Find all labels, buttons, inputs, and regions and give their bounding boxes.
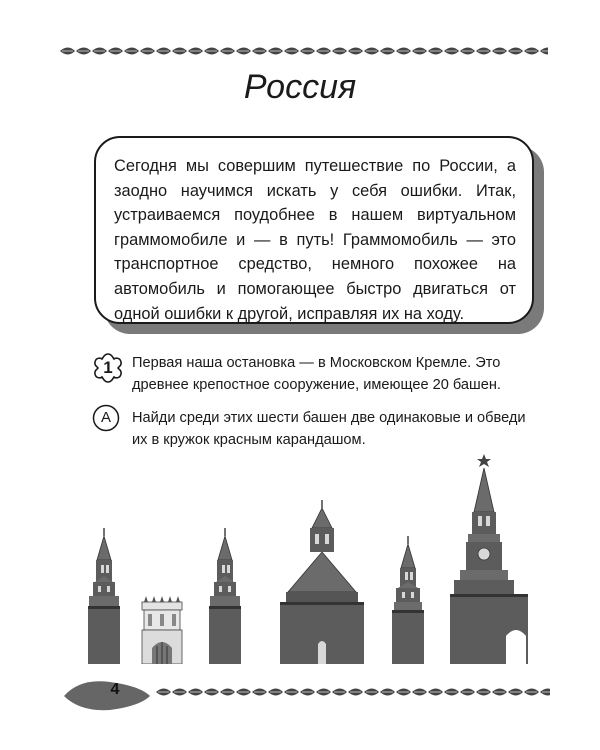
tower-5[interactable]	[392, 536, 424, 664]
tower-6[interactable]	[450, 454, 528, 664]
decorative-leaf-border-top	[58, 40, 548, 62]
task-1	[92, 352, 542, 400]
tower-1[interactable]	[88, 528, 120, 664]
page-title: Россия	[243, 68, 357, 106]
kremlin-towers-illustration	[76, 452, 536, 664]
task-number: 1	[103, 358, 113, 377]
decorative-leaf-border-bottom	[60, 672, 550, 712]
tower-3[interactable]	[209, 528, 241, 664]
intro-box	[94, 136, 534, 324]
intro-text: Сегодня мы совершим путешествие по России, а заодно научимся искать у себя ошибки. Итак, устраиваемся поудобнее в нашем виртуальном граммомобиле и — в путь! Граммомобиль — это транспортное средство, немного похожее на автомобиль и помогающее быстро двигаться от одной ошибки к другой, исправляя их на ходу.	[114, 157, 516, 323]
task-a-text: Найди среди этих шести башен две одинаковые и обведи их в кружок красным карандашом.	[132, 410, 526, 448]
tower-4[interactable]	[280, 500, 364, 664]
page-number: 4	[110, 681, 120, 698]
task-a	[92, 404, 542, 452]
task-1-text: Первая наша остановка — в Московском Кремле. Это древнее крепостное сооружение, имеющее 20 башен.	[132, 355, 501, 393]
task-letter: А	[100, 409, 111, 426]
tower-2[interactable]	[142, 596, 182, 664]
